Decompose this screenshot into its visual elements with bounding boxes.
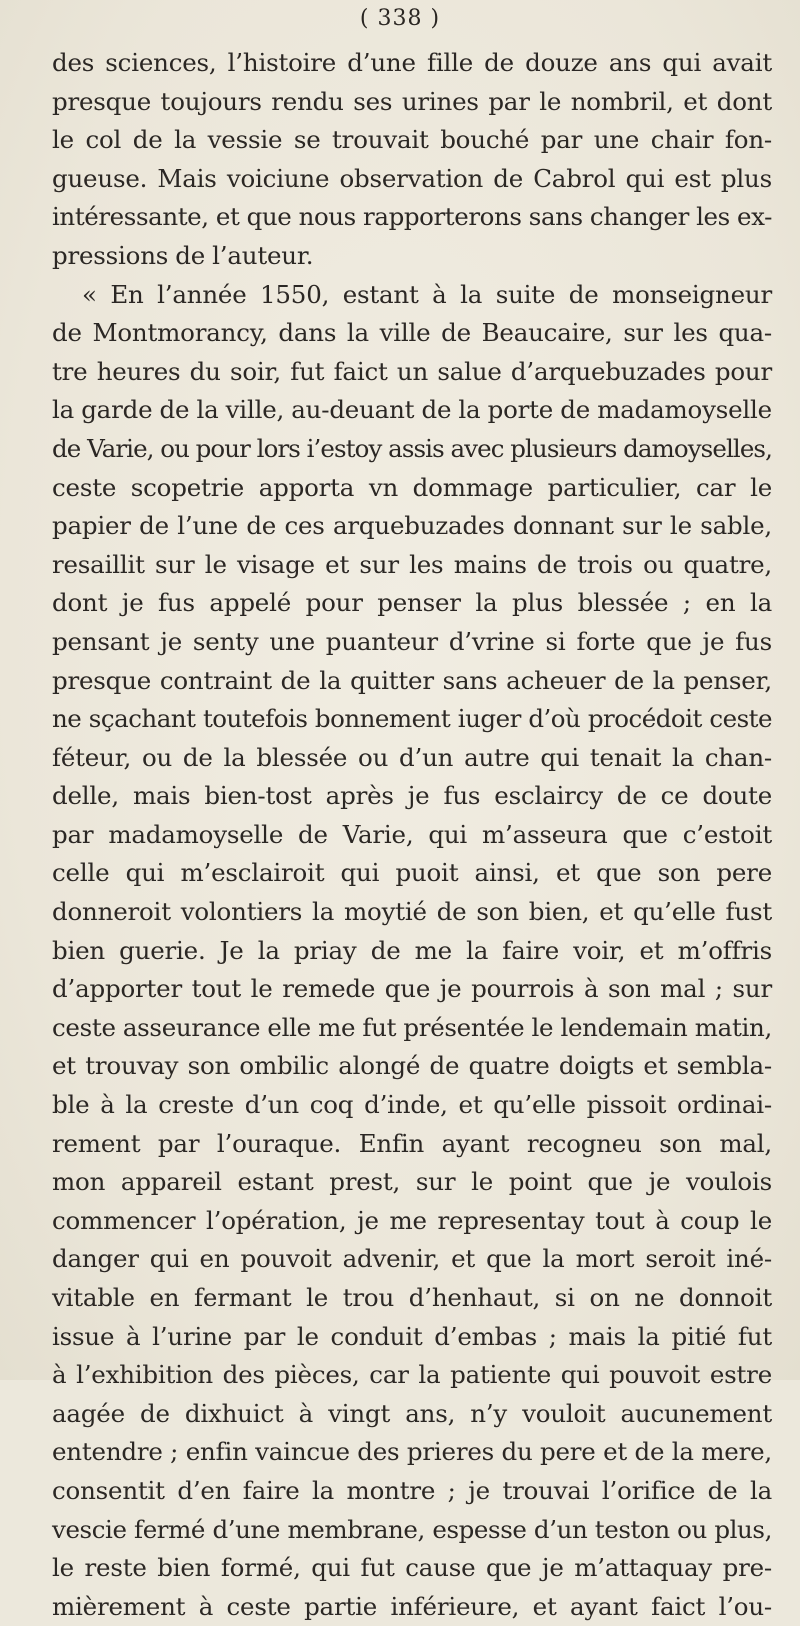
text-line: et trouvay son ombilic alongé de quatre doigts et sembla- [52, 1051, 772, 1081]
body-text [52, 44, 772, 1626]
text-line: féteur, ou de la blessée ou d’un autre qui tenait la chan- [52, 742, 772, 772]
text-line: vitable en fermant le trou d’henhaut, si on ne donnoit [52, 1283, 772, 1312]
text-line: d’apporter tout le remede que je pourrois à son mal ; sur [52, 974, 772, 1004]
text-line: commencer l’opération, je me representay tout à coup le [52, 1205, 772, 1235]
text-line: presque contraint de la quitter sans acheuer de la penser, [52, 665, 772, 695]
text-line: pressions de l’auteur. [52, 240, 314, 270]
page-number: ( 338 ) [359, 6, 441, 31]
text-line: le col de la vessie se trouvait bouché par une chair fon- [52, 125, 772, 155]
text-line: danger qui en pouvoit advenir, et que la mort seroit iné- [52, 1244, 772, 1274]
text-line: à l’exhibition des pièces, car la patiente qui pouvoit estre [52, 1360, 772, 1390]
text-line: ceste asseurance elle me fut présentée le lendemain matin, [52, 1012, 772, 1042]
text-line: dont je fus appelé pour penser la plus blessée ; en la [52, 588, 772, 618]
text-line: pensant je senty une puanteur d’vrine si forte que je fus [52, 626, 772, 656]
text-line: bien guerie. Je la priay de me la faire voir, et m’offris [52, 935, 772, 965]
text-line: presque toujours rendu ses urines par le nombril, et dont [52, 86, 772, 116]
text-line: issue à l’urine par le conduit d’embas ; mais la pitié fut [52, 1321, 772, 1351]
text-line: ble à la creste d’un coq d’inde, et qu’elle pissoit ordinai- [52, 1090, 772, 1120]
text-line: des sciences, l’histoire d’une fille de douze ans qui avait [52, 48, 772, 77]
text-line: entendre ; enfin vaincue des prieres du pere et de la mere, [52, 1437, 772, 1467]
text-line: aagée de dixhuict à vingt ans, n’y vouloit aucunement [52, 1398, 772, 1428]
text-line: ceste scopetrie apporta vn dommage particulier, car le [52, 472, 772, 502]
text-line: de Varie, ou pour lors i’estoy assis avec plusieurs damoyselles, [52, 433, 772, 463]
text-line: delle, mais bien-tost après je fus esclaircy de ce doute [52, 781, 772, 811]
text-line: par madamoyselle de Varie, qui m’asseura que c’estoit [52, 819, 772, 849]
text-line: papier de l’une de ces arquebuzades donnant sur le sable, [52, 511, 772, 541]
text-line: intéressante, et que nous rapporterons sans changer les ex- [52, 202, 772, 232]
text-line: mièrement à ceste partie inférieure, et ayant faict l’ou- [52, 1591, 772, 1621]
text-line: gueuse. Mais voiciune observation de Cabrol qui est plus [52, 163, 772, 193]
text-line: « En l’année 1550, estant à la suite de monseigneur [82, 279, 772, 309]
text-line: donneroit volontiers la moytié de son bien, et qu’elle fust [52, 897, 772, 927]
text-line: mon appareil estant prest, sur le point que je voulois [52, 1167, 772, 1197]
text-line: rement par l’ouraque. Enfin ayant recogneu son mal, [52, 1128, 772, 1158]
text-line: de Montmorancy, dans la ville de Beaucaire, sur les qua- [52, 318, 772, 348]
text-line: la garde de la ville, au-deuant de la porte de madamoyselle [52, 395, 772, 425]
text-line: vescie fermé d’une membrane, espesse d’un teston ou plus, [52, 1514, 772, 1544]
text-line: resaillit sur le visage et sur les mains de trois ou quatre, [52, 549, 772, 579]
text-line: le reste bien formé, qui fut cause que je m’attaquay pre- [52, 1553, 772, 1583]
text-line: celle qui m’esclairoit qui puoit ainsi, et que son pere [52, 858, 772, 888]
text-line: consentit d’en faire la montre ; je trouvai l’orifice de la [52, 1475, 772, 1505]
text-line: ne sçachant toutefois bonnement iuger d’où procédoit ceste [52, 704, 772, 734]
text-line: tre heures du soir, fut faict un salue d’arquebuzades pour [52, 356, 772, 386]
